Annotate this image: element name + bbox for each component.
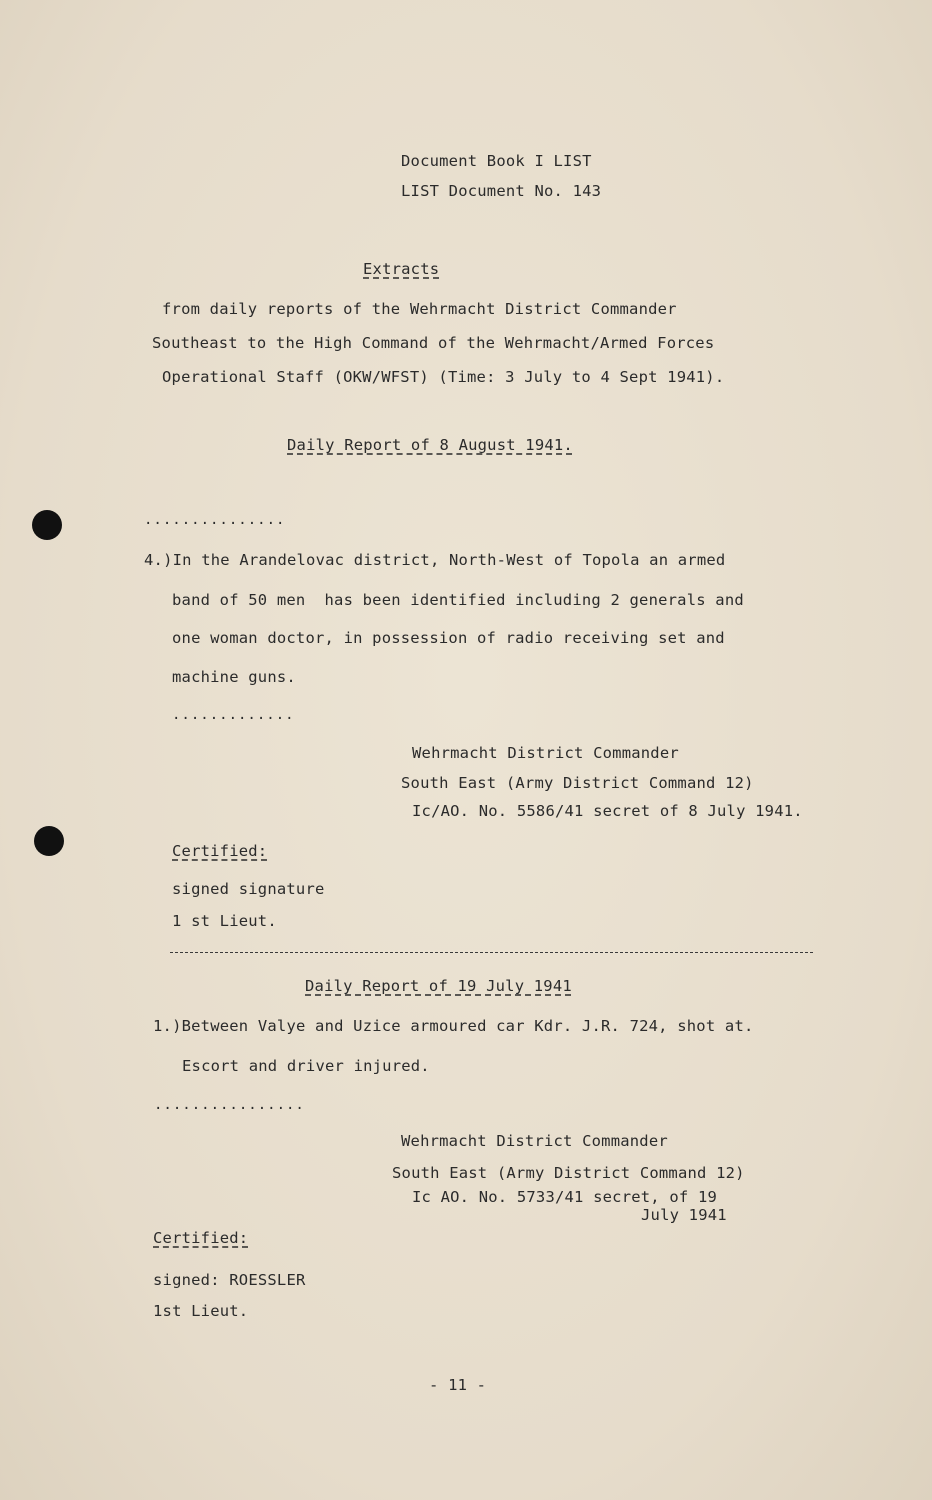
report-1-signature-line-3: Ic/AO. No. 5586/41 secret of 8 July 1941. <box>412 802 803 820</box>
report-1-signature-line-1: Wehrmacht District Commander <box>412 744 679 762</box>
report-2-item-line-1: 1.)Between Valye and Uzice armoured car Kdr. J.R. 724, shot at. <box>153 1017 754 1035</box>
report-1-ellipsis-after: ............. <box>172 707 295 723</box>
report-1-signed: signed signature <box>172 880 325 898</box>
report-2-heading: Daily Report of 19 July 1941 <box>305 977 572 995</box>
report-1-item-line-1: 4.)In the Arandelovac district, North-West of Topola an armed <box>144 551 726 569</box>
page-title: Extracts <box>363 260 440 278</box>
report-1-item-line-3: one woman doctor, in possession of radio receiving set and <box>172 629 725 647</box>
report-1-heading: Daily Report of 8 August 1941. <box>287 436 573 454</box>
document-book-label: Document Book I LIST <box>401 152 592 170</box>
intro-line-1: from daily reports of the Wehrmacht District Commander <box>162 300 677 318</box>
section-divider <box>170 952 813 953</box>
report-2-signature-line-1: Wehrmacht District Commander <box>401 1132 668 1150</box>
intro-line-2: Southeast to the High Command of the Wehrmacht/Armed Forces <box>152 334 715 352</box>
report-2-signature-line-2: South East (Army District Command 12) <box>392 1164 745 1182</box>
page-number: - 11 - <box>429 1376 487 1394</box>
report-2-item-line-2: Escort and driver injured. <box>182 1057 430 1075</box>
report-1-item-line-4: machine guns. <box>172 668 296 686</box>
report-1-certified: Certified: <box>172 842 268 860</box>
document-number-label: LIST Document No. 143 <box>401 182 602 200</box>
report-1-rank: 1 st Lieut. <box>172 912 277 930</box>
report-1-item-line-2: band of 50 men has been identified including 2 generals and <box>172 591 744 609</box>
punch-hole-top <box>32 510 62 540</box>
report-2-signature-line-4: July 1941 <box>641 1206 727 1224</box>
report-2-certified: Certified: <box>153 1229 249 1247</box>
report-2-rank: 1st Lieut. <box>153 1302 249 1320</box>
report-1-signature-line-2: South East (Army District Command 12) <box>401 774 754 792</box>
intro-line-3: Operational Staff (OKW/WFST) (Time: 3 July to 4 Sept 1941). <box>162 368 725 386</box>
report-1-ellipsis-before: ............... <box>144 512 286 528</box>
report-2-signature-line-3: Ic AO. No. 5733/41 secret, of 19 <box>412 1188 718 1206</box>
report-2-ellipsis-after: ................ <box>154 1097 305 1113</box>
report-2-signed: signed: ROESSLER <box>153 1271 306 1289</box>
punch-hole-bottom <box>34 826 64 856</box>
